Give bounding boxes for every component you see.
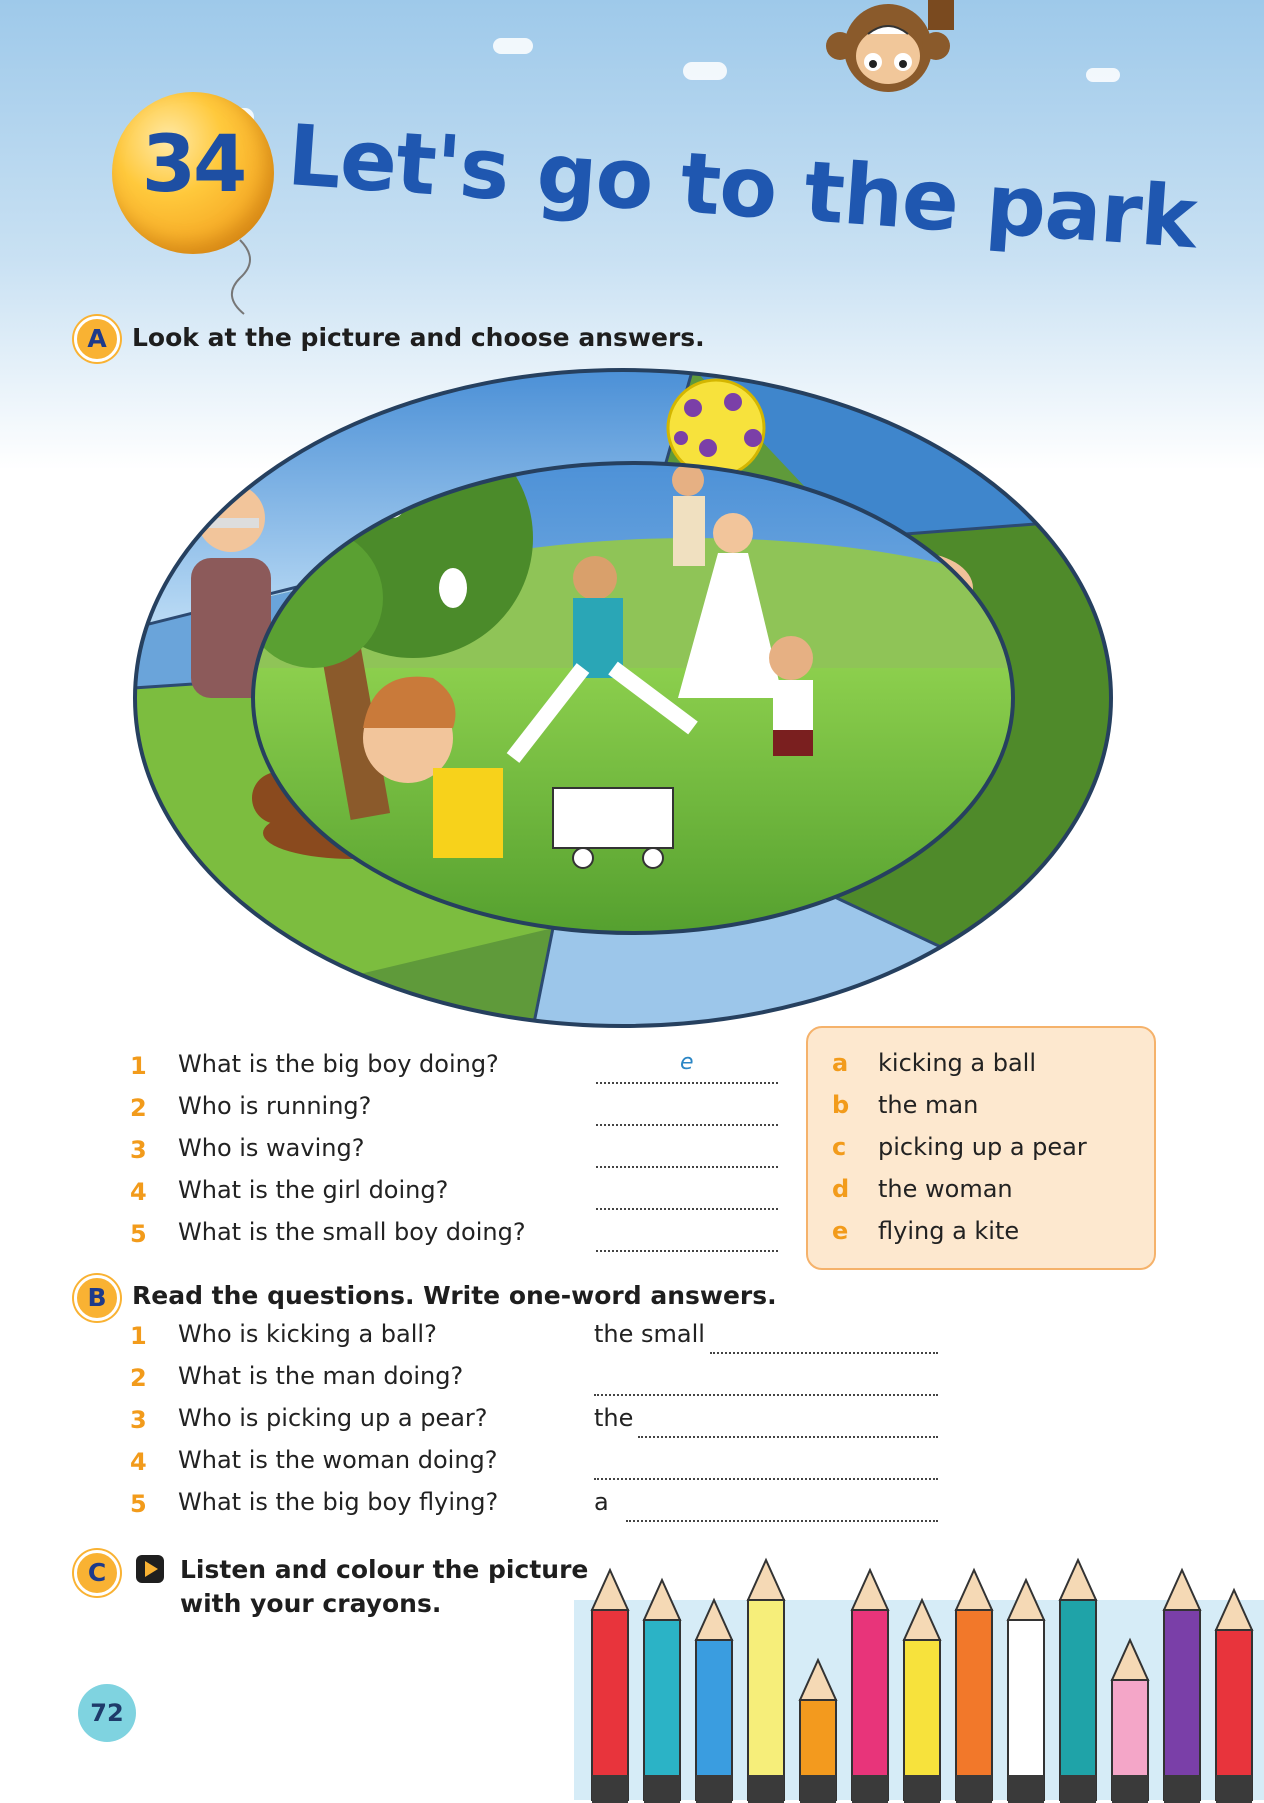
option-text: kicking a ball bbox=[878, 1049, 1037, 1077]
option-text: the woman bbox=[878, 1175, 1013, 1203]
section-b-badge: B bbox=[74, 1275, 120, 1321]
option-letter: a bbox=[832, 1049, 849, 1077]
answer-field[interactable] bbox=[596, 1098, 778, 1126]
question-number: 2 bbox=[130, 1364, 147, 1392]
cloud bbox=[683, 62, 727, 80]
answer-field[interactable] bbox=[594, 1452, 938, 1480]
question-number: 1 bbox=[130, 1052, 147, 1080]
crayon bbox=[1008, 1580, 1044, 1803]
question-number: 4 bbox=[130, 1178, 147, 1206]
question-number: 5 bbox=[130, 1490, 147, 1518]
answer-field[interactable] bbox=[596, 1140, 778, 1168]
section-b-instruction: Read the questions. Write one-word answers. bbox=[132, 1281, 777, 1310]
park-picture bbox=[133, 368, 1113, 1028]
section-c-badge: C bbox=[74, 1550, 120, 1596]
question-text: Who is waving? bbox=[178, 1134, 365, 1162]
option-text: the man bbox=[878, 1091, 979, 1119]
question-text: What is the man doing? bbox=[178, 1362, 464, 1390]
section-c-instruction-line1: Listen and colour the picture bbox=[180, 1555, 589, 1584]
answer-field[interactable] bbox=[596, 1224, 778, 1252]
question-number: 2 bbox=[130, 1094, 147, 1122]
crayon bbox=[644, 1580, 680, 1803]
answer-field[interactable] bbox=[594, 1368, 938, 1396]
question-number: 1 bbox=[130, 1322, 147, 1350]
answer-prefix: a bbox=[594, 1488, 609, 1516]
handwritten-answer: e bbox=[680, 1050, 694, 1075]
option-letter: d bbox=[832, 1175, 850, 1203]
crayon bbox=[1164, 1570, 1200, 1803]
option-text: picking up a pear bbox=[878, 1133, 1087, 1161]
option-letter: b bbox=[832, 1091, 850, 1119]
option-letter: e bbox=[832, 1217, 849, 1245]
crayon bbox=[904, 1600, 940, 1803]
answer-field[interactable] bbox=[596, 1182, 778, 1210]
cloud bbox=[493, 38, 533, 54]
question-number: 3 bbox=[130, 1406, 147, 1434]
monkey-icon bbox=[818, 0, 978, 110]
section-a-badge: A bbox=[74, 316, 120, 362]
question-number: 4 bbox=[130, 1448, 147, 1476]
crayon bbox=[592, 1570, 628, 1803]
answer-prefix: the small bbox=[594, 1320, 705, 1348]
play-icon[interactable] bbox=[136, 1555, 164, 1583]
crayon bbox=[852, 1570, 888, 1803]
answer-field[interactable] bbox=[638, 1410, 938, 1438]
question-text: What is the small boy doing? bbox=[178, 1218, 526, 1246]
question-text: Who is picking up a pear? bbox=[178, 1404, 488, 1432]
option-text: flying a kite bbox=[878, 1217, 1020, 1245]
option-letter: c bbox=[832, 1133, 847, 1161]
crayon bbox=[1216, 1590, 1252, 1803]
balloon-string bbox=[226, 238, 266, 318]
crayon bbox=[956, 1570, 992, 1803]
answer-field[interactable] bbox=[626, 1494, 938, 1522]
page-number: 72 bbox=[78, 1684, 136, 1742]
cloud bbox=[1086, 68, 1120, 82]
question-text: Who is kicking a ball? bbox=[178, 1320, 437, 1348]
section-a-instruction: Look at the picture and choose answers. bbox=[132, 323, 705, 352]
question-number: 3 bbox=[130, 1136, 147, 1164]
question-text: What is the woman doing? bbox=[178, 1446, 498, 1474]
page-title: Let's go to the park bbox=[284, 106, 1200, 268]
crayons-illustration bbox=[574, 1530, 1264, 1803]
section-c-instruction-line2: with your crayons. bbox=[180, 1589, 442, 1618]
crayon bbox=[696, 1600, 732, 1803]
crayon bbox=[1060, 1560, 1096, 1803]
question-text: What is the big boy doing? bbox=[178, 1050, 499, 1078]
question-text: Who is running? bbox=[178, 1092, 372, 1120]
question-number: 5 bbox=[130, 1220, 147, 1248]
crayon bbox=[748, 1560, 784, 1803]
question-text: What is the big boy flying? bbox=[178, 1488, 499, 1516]
question-text: What is the girl doing? bbox=[178, 1176, 449, 1204]
answer-prefix: the bbox=[594, 1404, 634, 1432]
unit-number: 34 bbox=[141, 120, 245, 210]
answer-field[interactable] bbox=[710, 1326, 938, 1354]
